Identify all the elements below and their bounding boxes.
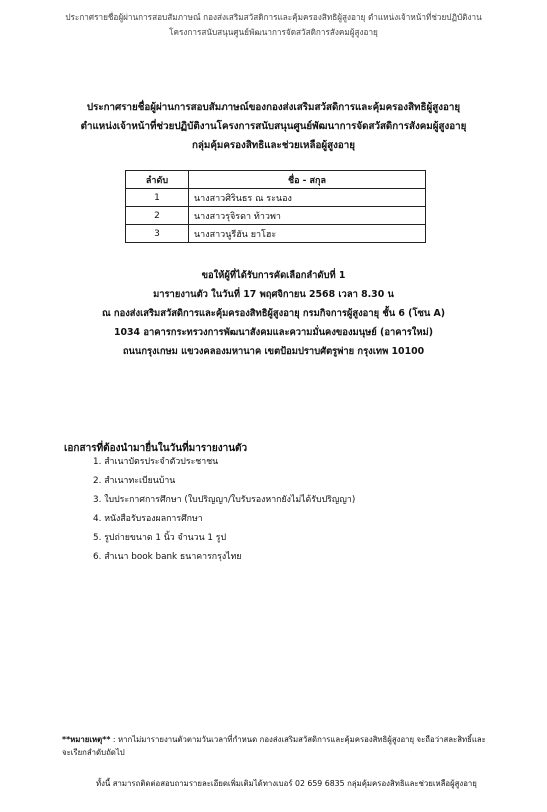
title-line-1: ประกาศรายชื่อผู้ผ่านการสอบสัมภาษณ์ของกองส่งเสริมสวัสดิการและคุ้มครองสิทธิผู้สูงอายุ (86, 102, 461, 113)
table-row (126, 207, 426, 225)
title-line-3: กลุ่มคุ้มครองสิทธิและช่วยเหลือผู้สูงอายุ (191, 140, 356, 151)
list-item: 4. หนังสือรับรองผลการศึกษา (93, 514, 203, 524)
row-name: นางสาวรุจิรดา ท้าวพา (189, 207, 426, 225)
note (62, 733, 488, 759)
table-header-row (126, 171, 426, 189)
report-line-1: ขอให้ผู้ที่ได้รับการคัดเลือกลำดับที่ 1 (201, 270, 346, 281)
header-line-2: โครงการสนับสนุนศูนย์พัฒนาการจัดสวัสดิการสังคมผู้สูงอายุ (169, 27, 378, 37)
report-instructions (0, 266, 547, 361)
row-name: นางสาวศิรินธร ณ ระนอง (189, 189, 426, 207)
page-header (0, 10, 547, 40)
list-item: 6. สำเนา book bank ธนาคารกรุงไทย (93, 552, 242, 562)
row-number: 2 (126, 207, 189, 225)
contact-info: ทั้งนี้ สามารถติดต่อสอบถามรายละเอียดเพิ่มเติมได้ทางเบอร์ 02 659 6835 กลุ่มคุ้มครองสิทธิและช่วยเหลือผู้สูงอายุ (96, 779, 477, 788)
note-label: **หมายเหตุ** (62, 735, 111, 744)
table-row (126, 225, 426, 243)
note-text: : หากไม่มารายงานตัวตามวันเวลาที่กำหนด กองส่งเสริมสวัสดิการและคุ้มครองสิทธิผู้สูงอายุ จะถือว่าสละสิทธิ์และจะเรียกลำดับถัดไป (62, 735, 486, 757)
title-line-2: ตำแหน่งเจ้าหน้าที่ช่วยปฏิบัติงานโครงการสนับสนุนศูนย์พัฒนาการจัดสวัสดิการสังคมผู้สูงอายุ (80, 121, 467, 132)
report-line-4: 1034 อาคารกระทรวงการพัฒนาสังคมและความมั่นคงของมนุษย์ (อาคารใหม่) (113, 327, 434, 338)
report-line-5: ถนนกรุงเกษม แขวงคลองมหานาค เขตป้อมปราบศัตรูพ่าย กรุงเทพ 10100 (122, 346, 425, 357)
list-item: 2. สำเนาทะเบียนบ้าน (93, 476, 176, 486)
report-line-2: มารายงานตัว ในวันที่ 17 พฤศจิกายน 2568 เวลา 8.30 น (153, 289, 394, 300)
list-item: 3. ใบประกาศการศึกษา (ใบปริญญา/ใบรับรองหากยังไม่ได้รับปริญญา) (93, 495, 356, 505)
column-header-name: ชื่อ - สกุล (189, 171, 426, 189)
documents-list (93, 453, 355, 567)
report-line-3: ณ กองส่งเสริมสวัสดิการและคุ้มครองสิทธิผู้สูงอายุ กรมกิจการผู้สูงอายุ ชั้น 6 (โซน A) (101, 308, 446, 319)
row-number: 1 (126, 189, 189, 207)
list-item: 5. รูปถ่ายขนาด 1 นิ้ว จำนวน 1 รูป (93, 533, 227, 543)
row-name: นางสาวนูรีฮัน ยาโฮะ (189, 225, 426, 243)
announcement-title (0, 98, 547, 155)
row-number: 3 (126, 225, 189, 243)
header-line-1: ประกาศรายชื่อผู้ผ่านการสอบสัมภาษณ์ กองส่งเสริมสวัสดิการและคุ้มครองสิทธิผู้สูงอายุ ตำแหน่งเจ้าหน้าที่ช่วยปฏิบัติงาน (65, 12, 482, 22)
candidate-table (125, 170, 426, 243)
list-item: 1. สำเนาบัตรประจำตัวประชาชน (93, 457, 219, 467)
documents-heading: เอกสารที่ต้องนำมายื่นในวันที่มารายงานตัว (64, 443, 248, 454)
table-row (126, 189, 426, 207)
column-header-order: ลำดับ (126, 171, 189, 189)
